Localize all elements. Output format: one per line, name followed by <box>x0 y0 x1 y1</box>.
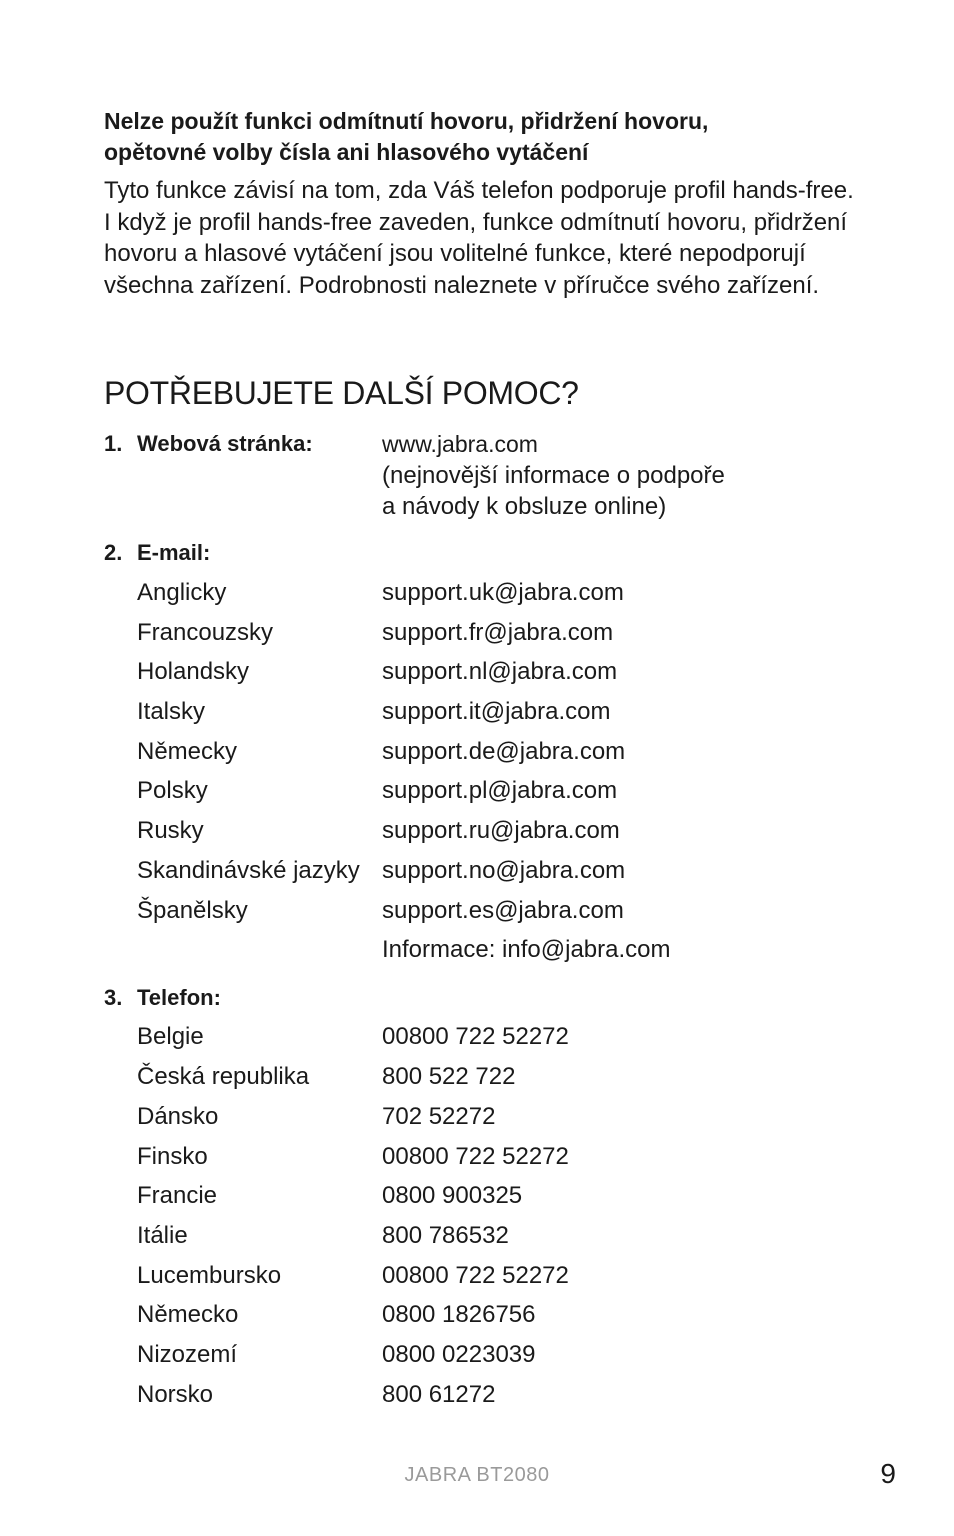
footer-product-name: JABRA BT2080 <box>404 1464 550 1486</box>
email-language: Anglicky <box>137 579 227 606</box>
email-language: Španělsky <box>137 897 248 924</box>
phone-label-text: Telefon: <box>137 985 221 1010</box>
phone-country: Německo <box>137 1301 239 1328</box>
phone-country: Česká republika <box>137 1063 310 1090</box>
phone-value: 0800 1826756 <box>382 1301 536 1328</box>
phone-value: 00800 722 52272 <box>382 1262 569 1289</box>
email-address[interactable]: support.de@jabra.com <box>382 738 626 765</box>
email-address[interactable]: support.uk@jabra.com <box>382 579 624 606</box>
troubleshooting-heading <box>104 106 864 168</box>
email-address[interactable]: support.es@jabra.com <box>382 897 624 924</box>
email-address[interactable]: support.fr@jabra.com <box>382 619 614 646</box>
heading-line-2: opětovné volby čísla ani hlasového vytáčení <box>104 139 589 165</box>
email-language: Rusky <box>137 817 204 844</box>
email-number: 2. <box>104 540 123 565</box>
phone-value: 800 522 722 <box>382 1063 516 1090</box>
phone-country: Dánsko <box>137 1103 219 1130</box>
web-label-text: Webová stránka: <box>137 431 313 456</box>
phone-value: 00800 722 52272 <box>382 1143 569 1170</box>
phone-value: 800 786532 <box>382 1222 509 1249</box>
phone-number: 3. <box>104 985 123 1010</box>
phone-label <box>104 983 221 1013</box>
email-info[interactable]: Informace: info@jabra.com <box>382 936 671 963</box>
email-language: Italsky <box>137 698 206 725</box>
email-address[interactable]: support.pl@jabra.com <box>382 777 618 804</box>
web-note-line-1: (nejnovější informace o podpoře <box>382 462 725 489</box>
phone-country: Lucembursko <box>137 1262 282 1289</box>
web-note-line-2: a návody k obsluze online) <box>382 493 667 520</box>
phone-country: Finsko <box>137 1143 208 1170</box>
email-language: Francouzsky <box>137 619 274 646</box>
page-number: 9 <box>880 1458 896 1489</box>
heading-line-1: Nelze použít funkci odmítnutí hovoru, přidržení hovoru, <box>104 108 709 134</box>
web-label <box>104 429 313 459</box>
email-address[interactable]: support.ru@jabra.com <box>382 817 620 844</box>
web-info <box>382 429 725 522</box>
email-address[interactable]: support.nl@jabra.com <box>382 658 618 685</box>
email-label-text: E-mail: <box>137 540 211 565</box>
phone-value: 0800 900325 <box>382 1182 523 1209</box>
email-language: Polsky <box>137 777 208 804</box>
phone-value: 00800 722 52272 <box>382 1023 569 1050</box>
email-address[interactable]: support.it@jabra.com <box>382 698 611 725</box>
email-language: Německy <box>137 738 238 765</box>
phone-country: Itálie <box>137 1222 188 1249</box>
email-address[interactable]: support.no@jabra.com <box>382 857 626 884</box>
phone-value: 800 61272 <box>382 1381 496 1408</box>
email-language: Skandinávské jazyky <box>137 857 360 884</box>
email-language: Holandsky <box>137 658 250 685</box>
phone-country: Belgie <box>137 1023 204 1050</box>
phone-value: 702 52272 <box>382 1103 496 1130</box>
phone-country: Nizozemí <box>137 1341 238 1368</box>
email-label <box>104 538 210 568</box>
web-url[interactable]: www.jabra.com <box>382 431 538 457</box>
phone-country: Francie <box>137 1182 218 1209</box>
phone-value: 0800 0223039 <box>382 1341 536 1368</box>
section-title: POTŘEBUJETE DALŠÍ POMOC? <box>104 375 579 411</box>
phone-country: Norsko <box>137 1381 214 1408</box>
troubleshooting-paragraph: Tyto funkce závisí na tom, zda Váš telefon podporuje profil hands-free. I když je profil hands-free zaveden, funkce odmítnutí hovoru, přidržení hovoru a hlasové vytáčení jsou volitelné funkce, které nepodporují všechna zařízení. Podrobnosti naleznete v příručce svého zařízení. <box>104 177 854 299</box>
web-number: 1. <box>104 431 123 456</box>
